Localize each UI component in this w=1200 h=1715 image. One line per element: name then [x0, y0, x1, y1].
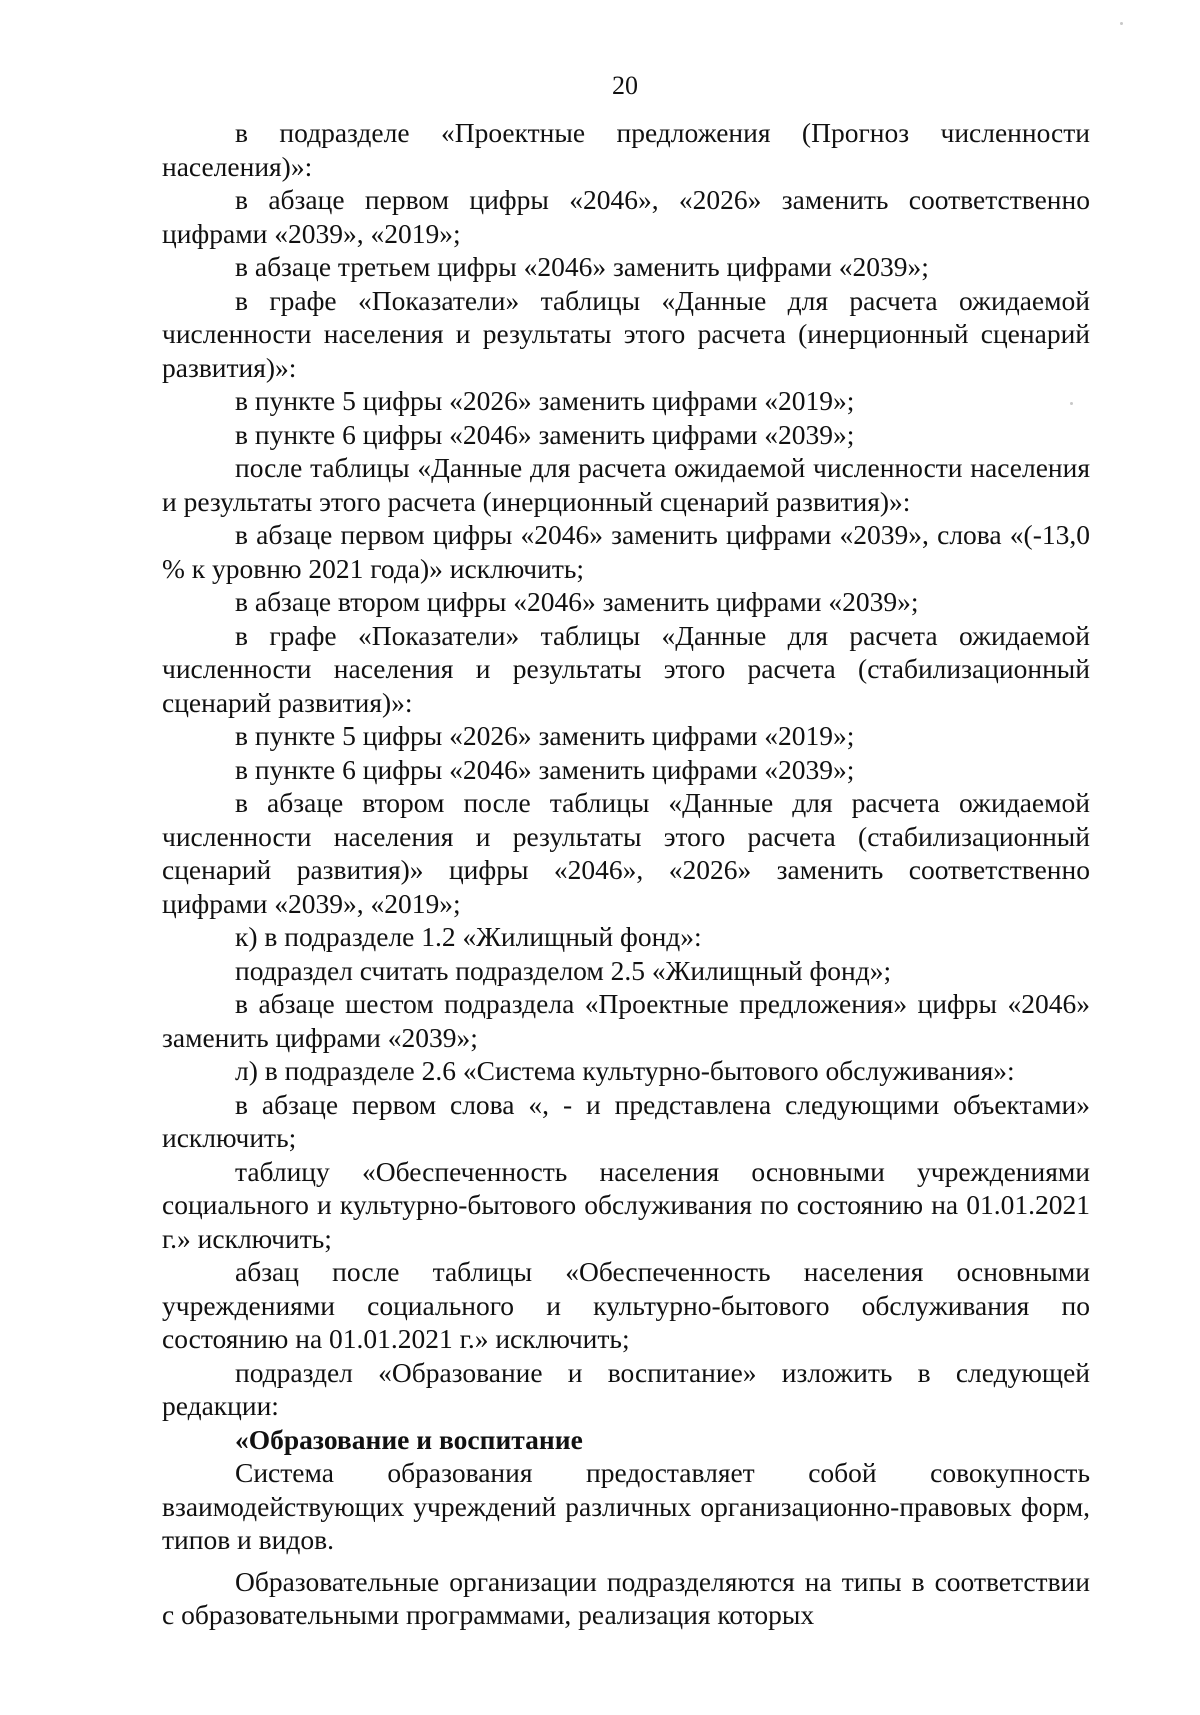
page-number: 20 [612, 71, 638, 100]
paragraph: в пункте 5 цифры «2026» заменить цифрами «2019»; [235, 385, 855, 416]
section-heading: «Образование и воспитание [235, 1423, 583, 1455]
paragraph: после таблицы «Данные для расчета ожидаемой численности населения и результаты этого расчета (инерционный сценарий развития)»: [162, 452, 1090, 517]
paragraph: в абзаце шестом подраздела «Проектные предложения» цифры «2046» заменить цифрами «2039»; [162, 988, 1090, 1053]
paragraph: в абзаце первом цифры «2046», «2026» заменить соответственно цифрами «2039», «2019»; [162, 184, 1090, 249]
paragraph: в подразделе «Проектные предложения (Прогноз численности населения)»: [162, 117, 1090, 182]
scan-speck [1120, 22, 1123, 25]
paragraph: в абзаце втором после таблицы «Данные для расчета ожидаемой численности населения и результаты этого расчета (стабилизационный сценарий развития)» цифры «2046», «2026» заменить соответственно цифрами «2039», «2019»; [162, 787, 1090, 919]
paragraph: в пункте 5 цифры «2026» заменить цифрами «2019»; [235, 720, 855, 751]
paragraph: в абзаце первом цифры «2046» заменить цифрами «2039», слова «(-13,0 % к уровню 2021 года)» исключить; [162, 519, 1090, 584]
paragraph: в пункте 6 цифры «2046» заменить цифрами «2039»; [235, 753, 855, 785]
paragraph: таблицу «Обеспеченность населения основными учреждениями социального и культурно-бытового обслуживания по состоянию на 01.01.2021 г.» исключить; [162, 1155, 1090, 1254]
paragraph: подраздел считать подразделом 2.5 «Жилищный фонд»; [235, 954, 892, 986]
paragraph: в графе «Показатели» таблицы «Данные для расчета ожидаемой численности населения и результаты этого расчета (стабилизационный сценарий развития)»: [162, 619, 1090, 718]
paragraph: в пункте 6 цифры «2046» заменить цифрами «2039»; [235, 418, 855, 450]
paragraph: абзац после таблицы «Обеспеченность населения основными учреждениями социального и культурно-бытового обслуживания по состоянию на 01.01.2021 г.» исключить; [162, 1256, 1090, 1354]
scan-speck [1070, 402, 1073, 405]
paragraph: подраздел «Образование и воспитание» изложить в следующей редакции: [162, 1356, 1090, 1421]
paragraph: к) в подразделе 1.2 «Жилищный фонд»: [235, 921, 702, 952]
paragraph: в абзаце третьем цифры «2046» заменить цифрами «2039»; [235, 251, 929, 282]
paragraph: Образовательные организации подразделяются на типы в соответствии с образовательными программами, реализация которых [162, 1565, 1090, 1630]
paragraph: в абзаце втором цифры «2046» заменить цифрами «2039»; [235, 586, 919, 617]
paragraph: л) в подразделе 2.6 «Система культурно-бытового обслуживания»: [235, 1055, 1015, 1086]
paragraph: Система образования предоставляет собой совокупность взаимодействующих учреждений различных организационно-правовых форм, типов и видов. [162, 1457, 1090, 1555]
paragraph: в абзаце первом слова «, - и представлена следующими объектами» исключить; [162, 1088, 1090, 1153]
paragraph: в графе «Показатели» таблицы «Данные для расчета ожидаемой численности населения и результаты этого расчета (инерционный сценарий развития)»: [162, 284, 1090, 383]
document-body [162, 116, 1090, 1632]
